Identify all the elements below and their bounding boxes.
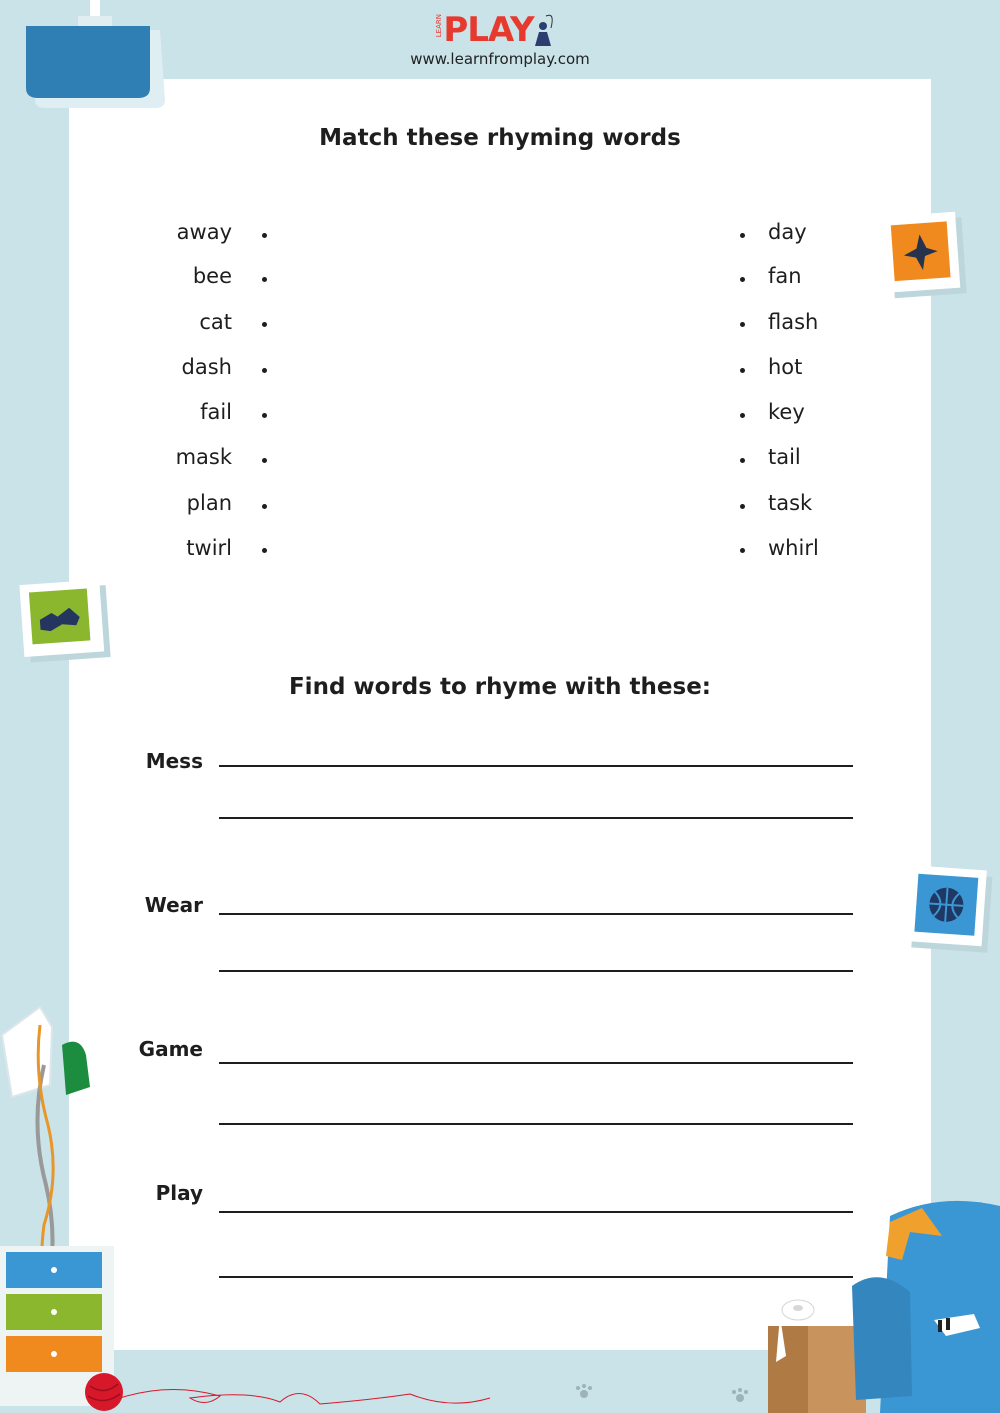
rhyme-prompt-label: Game [138, 1037, 203, 1061]
rhyme-prompt-label: Mess [145, 749, 203, 773]
left-match-dot[interactable] [262, 504, 267, 509]
answer-line[interactable] [219, 1123, 853, 1125]
right-match-dot[interactable] [740, 504, 745, 509]
right-word[interactable]: fan [768, 264, 802, 288]
right-word[interactable]: tail [768, 445, 801, 469]
left-word[interactable]: away [176, 220, 232, 244]
left-match-dot[interactable] [262, 458, 267, 463]
answer-line[interactable] [219, 970, 853, 972]
right-match-dot[interactable] [740, 322, 745, 327]
match-section-title: Match these rhyming words [319, 125, 681, 151]
left-word[interactable]: plan [186, 491, 232, 515]
left-match-dot[interactable] [262, 322, 267, 327]
right-word[interactable]: key [768, 400, 805, 424]
left-match-dot[interactable] [262, 368, 267, 373]
left-match-dot[interactable] [262, 413, 267, 418]
armchair-icon [850, 1196, 1000, 1413]
logo [0, 10, 1000, 68]
skipping-girl-icon [535, 10, 557, 50]
learnfromplay-logo [435, 10, 556, 52]
right-match-dot[interactable] [740, 277, 745, 282]
left-match-dot[interactable] [262, 277, 267, 282]
left-word[interactable]: cat [199, 310, 232, 334]
answer-line[interactable] [219, 913, 853, 915]
left-word[interactable]: dash [181, 355, 232, 379]
right-match-dot[interactable] [740, 368, 745, 373]
answer-line[interactable] [219, 1211, 853, 1213]
rhyme-prompt-label: Wear [144, 893, 203, 917]
answer-line[interactable] [219, 817, 853, 819]
left-word[interactable]: fail [200, 400, 232, 424]
left-word[interactable]: bee [192, 264, 232, 288]
right-word[interactable]: whirl [768, 536, 819, 560]
right-match-dot[interactable] [740, 233, 745, 238]
right-word[interactable]: task [768, 491, 813, 515]
logo-small-text: LEARN [435, 14, 444, 38]
logo-text: PLAY [443, 10, 534, 50]
answer-line[interactable] [219, 765, 853, 767]
right-word[interactable]: flash [768, 310, 819, 334]
right-match-dot[interactable] [740, 413, 745, 418]
right-word[interactable]: day [768, 220, 807, 244]
right-word[interactable]: hot [768, 355, 803, 379]
pinwheel-picture-icon [882, 210, 968, 302]
website-url[interactable]: www.learnfromplay.com [410, 50, 590, 68]
left-match-dot[interactable] [262, 233, 267, 238]
left-match-dot[interactable] [262, 548, 267, 553]
right-match-dot[interactable] [740, 548, 745, 553]
basketball-picture-icon [904, 864, 996, 956]
find-section-title: Find words to rhyme with these: [288, 674, 712, 700]
paw-prints-icon [570, 1382, 770, 1410]
toy-blocks-picture-icon [18, 578, 114, 664]
answer-line[interactable] [219, 1062, 853, 1064]
right-match-dot[interactable] [740, 458, 745, 463]
left-word[interactable]: twirl [186, 536, 232, 560]
rhyme-prompt-label: Play [155, 1181, 203, 1205]
answer-line[interactable] [219, 1276, 853, 1278]
left-word[interactable]: mask [175, 445, 232, 469]
yarn-string-icon [110, 1380, 530, 1413]
